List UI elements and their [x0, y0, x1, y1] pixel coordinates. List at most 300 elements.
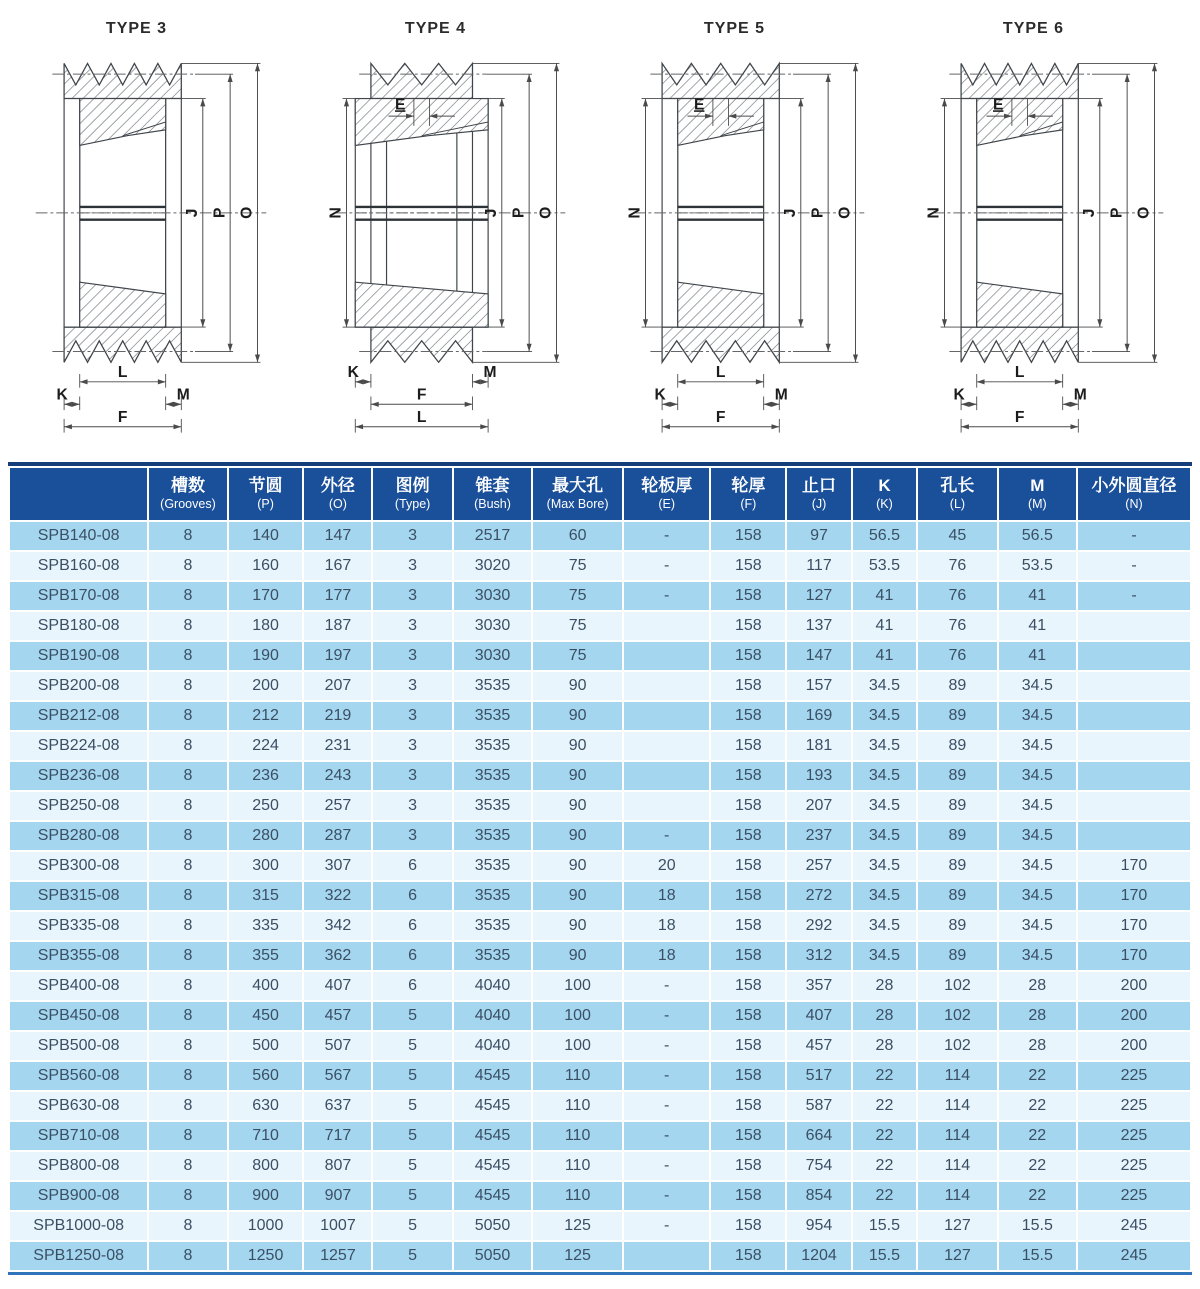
table-row — [10, 1002, 1190, 1030]
value-cell: 407 — [787, 1002, 850, 1030]
value-cell: 100 — [533, 1032, 622, 1060]
value-cell: 287 — [304, 822, 371, 850]
value-cell: 53.5 — [999, 552, 1076, 580]
value-cell: 89 — [918, 822, 996, 850]
value-cell — [624, 732, 709, 760]
value-cell: 245 — [1078, 1212, 1190, 1240]
value-cell: 90 — [533, 822, 622, 850]
value-cell: 15.5 — [853, 1212, 916, 1240]
value-cell: 1257 — [304, 1242, 371, 1270]
table-row — [10, 1242, 1190, 1270]
value-cell: 117 — [787, 552, 850, 580]
value-cell: 5 — [373, 1212, 451, 1240]
svg-text:J: J — [482, 208, 500, 218]
value-cell: 3 — [373, 702, 451, 730]
svg-text:K: K — [952, 386, 965, 404]
header-cell: 外径 (O) — [304, 468, 371, 520]
table-row — [10, 942, 1190, 970]
value-cell: 400 — [229, 972, 303, 1000]
value-cell: 75 — [533, 642, 622, 670]
value-cell: 5 — [373, 1152, 451, 1180]
value-cell: 8 — [149, 612, 226, 640]
value-cell: 245 — [1078, 1242, 1190, 1270]
value-cell: 60 — [533, 522, 622, 550]
value-cell — [1078, 612, 1190, 640]
model-cell: SPB190-08 — [10, 642, 147, 670]
svg-text:E: E — [394, 96, 405, 114]
value-cell: 280 — [229, 822, 303, 850]
value-cell: 3030 — [454, 642, 531, 670]
value-cell: 315 — [229, 882, 303, 910]
value-cell: - — [624, 582, 709, 610]
value-cell: 34.5 — [853, 852, 916, 880]
value-cell: 3030 — [454, 612, 531, 640]
value-cell: 225 — [1078, 1182, 1190, 1210]
value-cell: 34.5 — [853, 792, 916, 820]
value-cell: 212 — [229, 702, 303, 730]
value-cell: 34.5 — [853, 942, 916, 970]
value-cell — [1078, 792, 1190, 820]
value-cell: 900 — [229, 1182, 303, 1210]
header-cell: 小外圆直径 (N) — [1078, 468, 1190, 520]
value-cell: 567 — [304, 1062, 371, 1090]
value-cell: 717 — [304, 1122, 371, 1150]
value-cell: 8 — [149, 582, 226, 610]
value-cell: - — [624, 972, 709, 1000]
value-cell: 664 — [787, 1122, 850, 1150]
value-cell: 18 — [624, 912, 709, 940]
value-cell: - — [624, 1212, 709, 1240]
value-cell: 500 — [229, 1032, 303, 1060]
value-cell: 954 — [787, 1212, 850, 1240]
value-cell: 193 — [787, 762, 850, 790]
model-cell: SPB140-08 — [10, 522, 147, 550]
value-cell: 170 — [1078, 942, 1190, 970]
value-cell: 2517 — [454, 522, 531, 550]
value-cell: 4545 — [454, 1182, 531, 1210]
value-cell: 630 — [229, 1092, 303, 1120]
table-row — [10, 1062, 1190, 1090]
value-cell: 90 — [533, 702, 622, 730]
value-cell: 3535 — [454, 942, 531, 970]
value-cell: 15.5 — [999, 1212, 1076, 1240]
value-cell: 190 — [229, 642, 303, 670]
table-row — [10, 972, 1190, 1000]
value-cell: 158 — [711, 552, 785, 580]
value-cell — [624, 642, 709, 670]
value-cell: 110 — [533, 1182, 622, 1210]
value-cell: 90 — [533, 882, 622, 910]
value-cell: 56.5 — [999, 522, 1076, 550]
diagram-title: TYPE 5 — [703, 20, 766, 37]
value-cell — [1078, 732, 1190, 760]
value-cell: 34.5 — [999, 852, 1076, 880]
pulley-cross-section-drawing — [907, 38, 1191, 458]
pulley-cross-section-drawing — [608, 38, 892, 458]
value-cell: 181 — [787, 732, 850, 760]
value-cell: 102 — [918, 1002, 996, 1030]
table-row — [10, 522, 1190, 550]
header-cell: 孔长 (L) — [918, 468, 996, 520]
svg-text:L: L — [715, 363, 725, 381]
value-cell — [1078, 672, 1190, 700]
diagram-type-4 — [301, 6, 600, 458]
value-cell: 207 — [304, 672, 371, 700]
value-cell: 158 — [711, 1032, 785, 1060]
value-cell: - — [624, 1122, 709, 1150]
value-cell: 125 — [533, 1212, 622, 1240]
value-cell: 18 — [624, 882, 709, 910]
svg-text:P: P — [509, 207, 527, 219]
value-cell: 41 — [853, 612, 916, 640]
svg-text:E: E — [693, 96, 704, 114]
value-cell: 34.5 — [999, 732, 1076, 760]
value-cell: 6 — [373, 882, 451, 910]
value-cell: 587 — [787, 1092, 850, 1120]
value-cell: 335 — [229, 912, 303, 940]
value-cell: 6 — [373, 972, 451, 1000]
value-cell: 41 — [853, 582, 916, 610]
value-cell: 22 — [853, 1122, 916, 1150]
value-cell: 8 — [149, 642, 226, 670]
value-cell: 1000 — [229, 1212, 303, 1240]
value-cell: 250 — [229, 792, 303, 820]
value-cell: 3 — [373, 732, 451, 760]
value-cell: 114 — [918, 1122, 996, 1150]
value-cell: 3535 — [454, 852, 531, 880]
value-cell — [624, 762, 709, 790]
table-row — [10, 792, 1190, 820]
value-cell: 45 — [918, 522, 996, 550]
value-cell: 231 — [304, 732, 371, 760]
value-cell — [624, 612, 709, 640]
diagram-title: TYPE 3 — [105, 20, 168, 37]
model-cell: SPB630-08 — [10, 1092, 147, 1120]
model-cell: SPB800-08 — [10, 1152, 147, 1180]
model-cell: SPB250-08 — [10, 792, 147, 820]
value-cell: 5 — [373, 1242, 451, 1270]
value-cell: 34.5 — [853, 882, 916, 910]
svg-text:P: P — [1107, 207, 1125, 219]
value-cell: 167 — [304, 552, 371, 580]
value-cell: 34.5 — [853, 762, 916, 790]
value-cell: 41 — [999, 642, 1076, 670]
value-cell: 90 — [533, 852, 622, 880]
value-cell: 3535 — [454, 792, 531, 820]
value-cell: 22 — [999, 1062, 1076, 1090]
value-cell: 76 — [918, 582, 996, 610]
value-cell: 127 — [918, 1212, 996, 1240]
value-cell: 170 — [1078, 882, 1190, 910]
value-cell: 125 — [533, 1242, 622, 1270]
value-cell: 170 — [229, 582, 303, 610]
value-cell: 76 — [918, 642, 996, 670]
value-cell: 457 — [787, 1032, 850, 1060]
value-cell: 200 — [229, 672, 303, 700]
value-cell: 225 — [1078, 1122, 1190, 1150]
value-cell: 710 — [229, 1122, 303, 1150]
value-cell: 907 — [304, 1182, 371, 1210]
value-cell: 225 — [1078, 1062, 1190, 1090]
value-cell: - — [1078, 582, 1190, 610]
table-row — [10, 552, 1190, 580]
value-cell: 22 — [999, 1122, 1076, 1150]
value-cell: 28 — [853, 972, 916, 1000]
model-cell: SPB1250-08 — [10, 1242, 147, 1270]
value-cell: 34.5 — [999, 882, 1076, 910]
pulley-type-diagrams — [0, 0, 1200, 458]
value-cell: 89 — [918, 912, 996, 940]
value-cell: 75 — [533, 612, 622, 640]
value-cell: 257 — [787, 852, 850, 880]
value-cell: 3030 — [454, 582, 531, 610]
table-row — [10, 612, 1190, 640]
value-cell: 90 — [533, 792, 622, 820]
table-row — [10, 582, 1190, 610]
table-row — [10, 822, 1190, 850]
value-cell: 754 — [787, 1152, 850, 1180]
value-cell: 53.5 — [853, 552, 916, 580]
value-cell: 41 — [999, 582, 1076, 610]
value-cell: 34.5 — [853, 912, 916, 940]
value-cell: 1007 — [304, 1212, 371, 1240]
value-cell: 3020 — [454, 552, 531, 580]
header-cell: 轮板厚 (E) — [624, 468, 709, 520]
model-cell: SPB224-08 — [10, 732, 147, 760]
value-cell: 169 — [787, 702, 850, 730]
value-cell: 8 — [149, 552, 226, 580]
value-cell: - — [624, 552, 709, 580]
value-cell: 357 — [787, 972, 850, 1000]
value-cell: 89 — [918, 942, 996, 970]
value-cell: 28 — [999, 972, 1076, 1000]
value-cell: 34.5 — [999, 792, 1076, 820]
value-cell: 160 — [229, 552, 303, 580]
value-cell: 3535 — [454, 732, 531, 760]
model-cell: SPB280-08 — [10, 822, 147, 850]
value-cell: 97 — [787, 522, 850, 550]
diagram-type-5 — [600, 6, 899, 458]
model-cell: SPB212-08 — [10, 702, 147, 730]
value-cell: 158 — [711, 1242, 785, 1270]
value-cell: 34.5 — [999, 912, 1076, 940]
value-cell: 34.5 — [853, 822, 916, 850]
value-cell: 140 — [229, 522, 303, 550]
value-cell: 200 — [1078, 972, 1190, 1000]
value-cell: 158 — [711, 942, 785, 970]
table-row — [10, 702, 1190, 730]
model-cell: SPB1000-08 — [10, 1212, 147, 1240]
value-cell: 158 — [711, 612, 785, 640]
value-cell: 560 — [229, 1062, 303, 1090]
value-cell: 4040 — [454, 1002, 531, 1030]
value-cell: 76 — [918, 612, 996, 640]
svg-text:K: K — [55, 386, 68, 404]
svg-text:O: O — [1135, 206, 1153, 219]
model-cell: SPB300-08 — [10, 852, 147, 880]
value-cell: 90 — [533, 672, 622, 700]
value-cell: 224 — [229, 732, 303, 760]
value-cell: - — [624, 1032, 709, 1060]
value-cell: 158 — [711, 1002, 785, 1030]
value-cell: 5 — [373, 1002, 451, 1030]
value-cell: 22 — [853, 1182, 916, 1210]
value-cell: 8 — [149, 522, 226, 550]
value-cell: 8 — [149, 1032, 226, 1060]
value-cell: 100 — [533, 1002, 622, 1030]
value-cell: 110 — [533, 1062, 622, 1090]
value-cell: 3 — [373, 612, 451, 640]
value-cell: 100 — [533, 972, 622, 1000]
svg-text:N: N — [925, 207, 943, 219]
model-cell: SPB170-08 — [10, 582, 147, 610]
value-cell: 517 — [787, 1062, 850, 1090]
value-cell: 158 — [711, 822, 785, 850]
value-cell: 3 — [373, 582, 451, 610]
value-cell: 34.5 — [999, 762, 1076, 790]
value-cell: 158 — [711, 1212, 785, 1240]
value-cell: 4545 — [454, 1062, 531, 1090]
value-cell — [624, 792, 709, 820]
value-cell: 200 — [1078, 1032, 1190, 1060]
value-cell: 158 — [711, 672, 785, 700]
value-cell: 1204 — [787, 1242, 850, 1270]
value-cell: - — [624, 822, 709, 850]
table-row — [10, 762, 1190, 790]
value-cell: 158 — [711, 732, 785, 760]
value-cell: 407 — [304, 972, 371, 1000]
svg-text:M: M — [1073, 386, 1087, 404]
value-cell: 34.5 — [999, 672, 1076, 700]
value-cell: 170 — [1078, 852, 1190, 880]
value-cell: 200 — [1078, 1002, 1190, 1030]
model-cell: SPB236-08 — [10, 762, 147, 790]
value-cell: 5050 — [454, 1242, 531, 1270]
model-cell: SPB180-08 — [10, 612, 147, 640]
value-cell: 114 — [918, 1062, 996, 1090]
header-row — [10, 468, 1190, 520]
value-cell: 75 — [533, 582, 622, 610]
value-cell: 237 — [787, 822, 850, 850]
value-cell: 8 — [149, 1182, 226, 1210]
diagram-title: TYPE 6 — [1002, 20, 1065, 37]
value-cell: 90 — [533, 762, 622, 790]
value-cell: 854 — [787, 1182, 850, 1210]
value-cell: 158 — [711, 1062, 785, 1090]
value-cell: 355 — [229, 942, 303, 970]
value-cell: 4040 — [454, 972, 531, 1000]
value-cell: 6 — [373, 942, 451, 970]
value-cell: 158 — [711, 1182, 785, 1210]
svg-text:O: O — [238, 206, 256, 219]
table-row — [10, 1212, 1190, 1240]
svg-text:P: P — [808, 207, 826, 219]
value-cell: 89 — [918, 672, 996, 700]
value-cell: 22 — [853, 1152, 916, 1180]
value-cell: 41 — [853, 642, 916, 670]
value-cell: 34.5 — [853, 732, 916, 760]
value-cell: - — [624, 1152, 709, 1180]
value-cell: 102 — [918, 1032, 996, 1060]
value-cell: 207 — [787, 792, 850, 820]
value-cell: - — [1078, 552, 1190, 580]
value-cell: 22 — [853, 1062, 916, 1090]
value-cell: 236 — [229, 762, 303, 790]
value-cell: 5 — [373, 1182, 451, 1210]
value-cell: 187 — [304, 612, 371, 640]
value-cell: 225 — [1078, 1092, 1190, 1120]
value-cell: 225 — [1078, 1152, 1190, 1180]
value-cell: 3 — [373, 642, 451, 670]
model-cell: SPB400-08 — [10, 972, 147, 1000]
value-cell: 28 — [853, 1002, 916, 1030]
value-cell: 180 — [229, 612, 303, 640]
value-cell: 219 — [304, 702, 371, 730]
value-cell: 3 — [373, 672, 451, 700]
value-cell: 5 — [373, 1032, 451, 1060]
table-body — [10, 522, 1190, 1270]
value-cell: 3535 — [454, 702, 531, 730]
svg-text:K: K — [347, 363, 359, 381]
svg-text:N: N — [626, 207, 644, 219]
value-cell: 8 — [149, 942, 226, 970]
value-cell: 28 — [999, 1032, 1076, 1060]
svg-text:E: E — [992, 96, 1003, 114]
table-row — [10, 642, 1190, 670]
value-cell: 20 — [624, 852, 709, 880]
model-cell: SPB160-08 — [10, 552, 147, 580]
value-cell: 807 — [304, 1152, 371, 1180]
value-cell: 362 — [304, 942, 371, 970]
value-cell: 28 — [853, 1032, 916, 1060]
table-row — [10, 1032, 1190, 1060]
svg-text:J: J — [1080, 208, 1098, 218]
value-cell: 8 — [149, 702, 226, 730]
value-cell: - — [1078, 522, 1190, 550]
table-row — [10, 1182, 1190, 1210]
value-cell: 8 — [149, 1092, 226, 1120]
pulley-cross-section-drawing — [10, 38, 294, 458]
model-cell: SPB560-08 — [10, 1062, 147, 1090]
value-cell: 342 — [304, 912, 371, 940]
value-cell: 110 — [533, 1092, 622, 1120]
header-cell — [10, 468, 147, 520]
value-cell: 312 — [787, 942, 850, 970]
value-cell: 22 — [999, 1182, 1076, 1210]
value-cell: 158 — [711, 702, 785, 730]
value-cell: 307 — [304, 852, 371, 880]
value-cell: 507 — [304, 1032, 371, 1060]
value-cell: 102 — [918, 972, 996, 1000]
value-cell: - — [624, 1062, 709, 1090]
value-cell: 34.5 — [999, 702, 1076, 730]
value-cell: 157 — [787, 672, 850, 700]
table-row — [10, 912, 1190, 940]
model-cell: SPB200-08 — [10, 672, 147, 700]
value-cell: 158 — [711, 882, 785, 910]
table-row — [10, 1092, 1190, 1120]
value-cell: 41 — [999, 612, 1076, 640]
value-cell: 90 — [533, 912, 622, 940]
value-cell: 3 — [373, 552, 451, 580]
value-cell: - — [624, 1002, 709, 1030]
value-cell: 34.5 — [853, 702, 916, 730]
value-cell: 18 — [624, 942, 709, 970]
value-cell: 8 — [149, 1002, 226, 1030]
svg-text:J: J — [781, 208, 799, 218]
svg-text:K: K — [653, 386, 666, 404]
pulley-cross-section-drawing — [309, 38, 593, 458]
